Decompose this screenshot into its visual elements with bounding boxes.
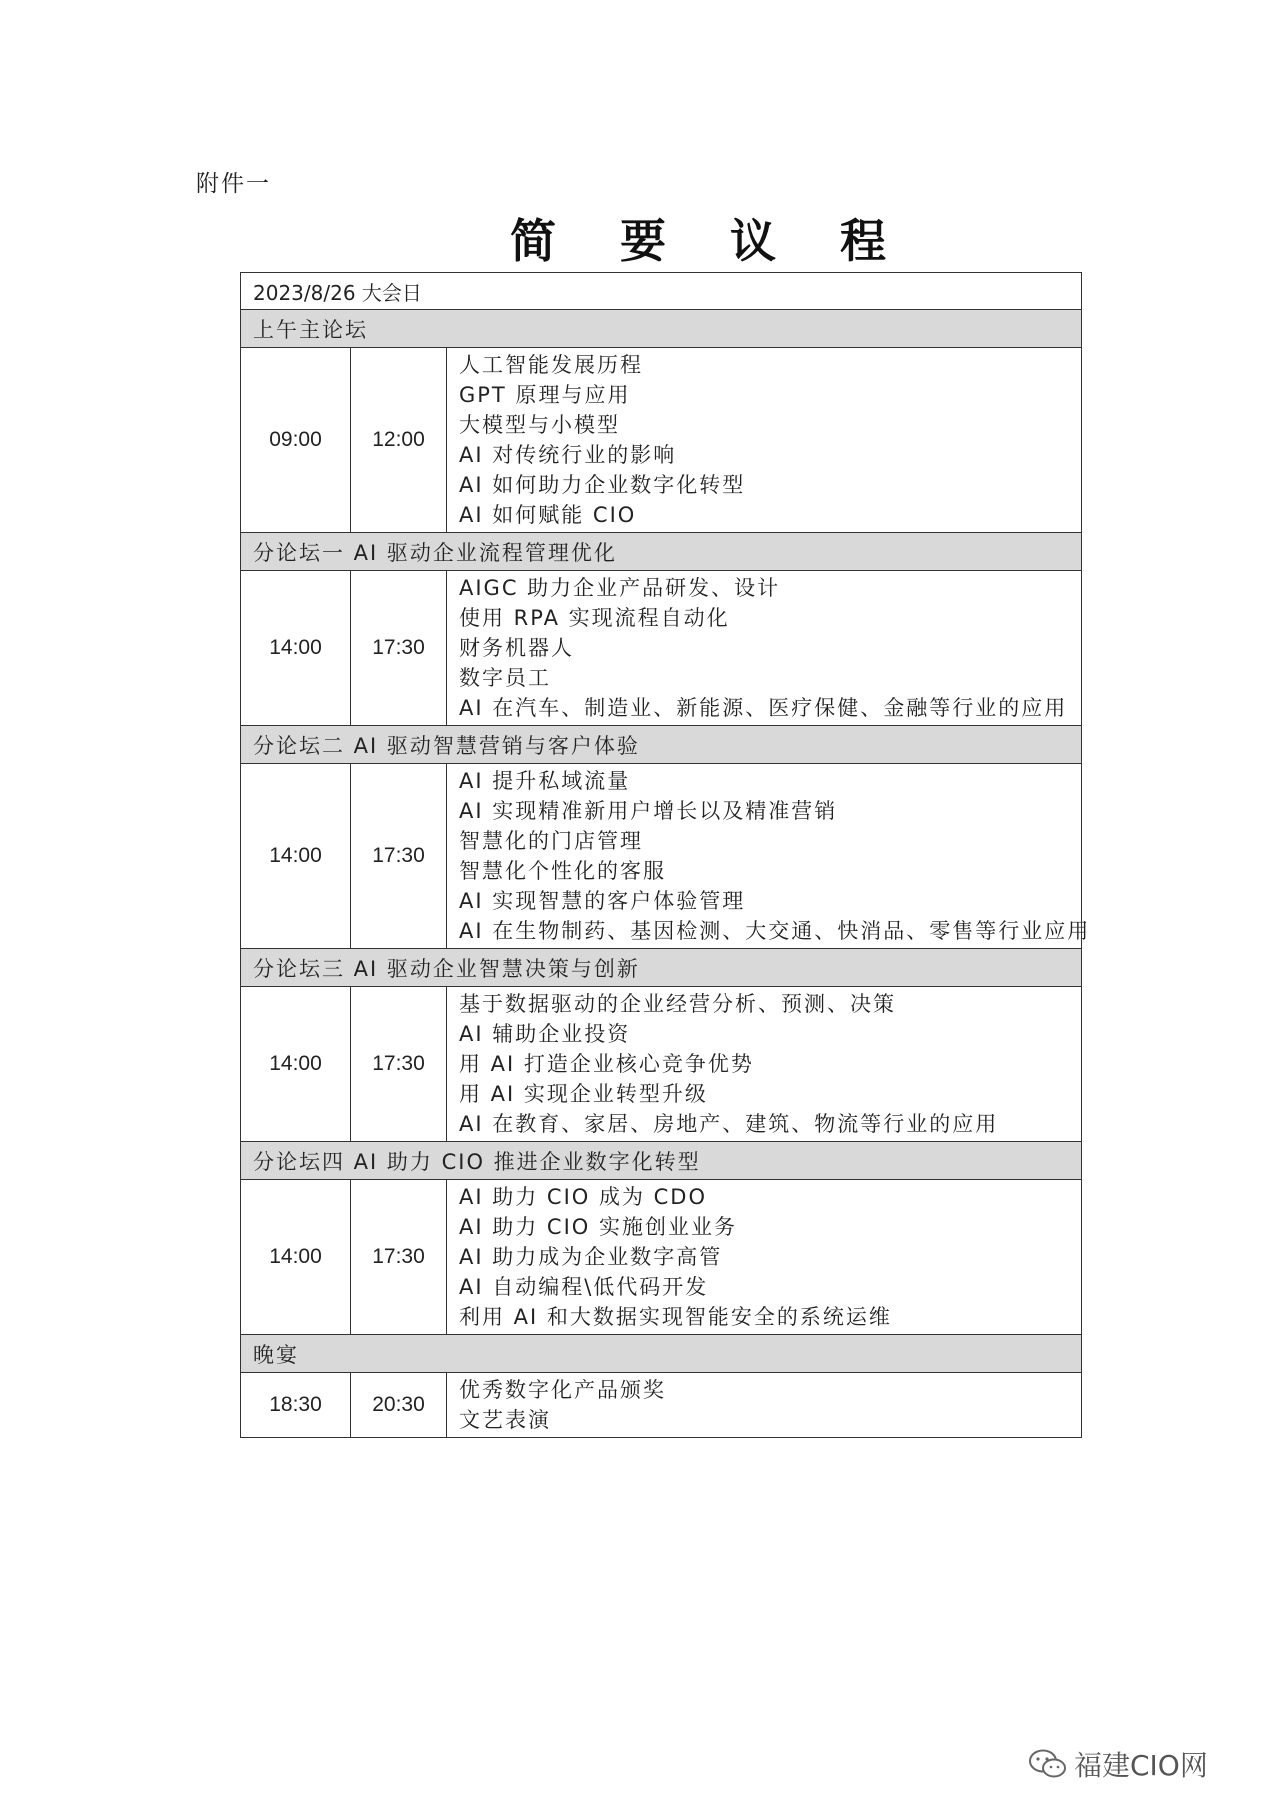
topic-item: 基于数据驱动的企业经营分析、预测、决策 [459, 992, 896, 1016]
topic-item: AIGC 助力企业产品研发、设计 [459, 576, 781, 600]
topic-item: AI 在生物制药、基因检测、大交通、快消品、零售等行业应用 [459, 919, 1091, 943]
start-time: 14:00 [241, 764, 351, 949]
agenda-table [240, 272, 1091, 1438]
topic-item: AI 自动编程\低代码开发 [459, 1275, 709, 1299]
topic-item: AI 助力 CIO 实施创业业务 [459, 1215, 737, 1239]
topic-list [447, 1180, 1082, 1335]
start-time: 09:00 [241, 348, 351, 533]
topic-list [447, 571, 1082, 726]
end-time: 17:30 [351, 1180, 447, 1335]
watermark-text: 福建CIO网 [1074, 1749, 1208, 1782]
section-heading-row [241, 310, 1082, 348]
topic-item: 使用 RPA 实现流程自动化 [459, 606, 730, 630]
date-row [241, 273, 1082, 310]
end-time: 12:00 [351, 348, 447, 533]
topic-list [447, 1373, 1082, 1438]
topic-item: 智慧化个性化的客服 [459, 859, 666, 883]
topic-item: 利用 AI 和大数据实现智能安全的系统运维 [459, 1305, 892, 1329]
topic-item: 优秀数字化产品颁奖 [459, 1378, 666, 1402]
topic-item: AI 辅助企业投资 [459, 1022, 631, 1046]
start-time: 14:00 [241, 571, 351, 726]
page-title: 简 要 议 程 [509, 214, 911, 268]
session-row [241, 348, 1082, 533]
topic-item: AI 助力 CIO 成为 CDO [459, 1185, 708, 1209]
start-time: 14:00 [241, 1180, 351, 1335]
topic-item: AI 实现智慧的客户体验管理 [459, 889, 746, 913]
session-row [241, 1180, 1082, 1335]
topic-list [447, 764, 1091, 949]
topic-item: 财务机器人 [459, 636, 574, 660]
end-time: 17:30 [351, 571, 447, 726]
attachment-label: 附件一 [196, 171, 271, 197]
section-heading: 上午主论坛 [241, 310, 1082, 348]
section-heading-row [241, 533, 1082, 571]
topic-item: GPT 原理与应用 [459, 383, 631, 407]
topic-item: 用 AI 实现企业转型升级 [459, 1082, 708, 1106]
section-heading: 分论坛四 AI 助力 CIO 推进企业数字化转型 [241, 1142, 1082, 1180]
start-time: 14:00 [241, 987, 351, 1142]
section-heading: 分论坛二 AI 驱动智慧营销与客户体验 [241, 726, 1082, 764]
session-row [241, 987, 1082, 1142]
topic-item: 文艺表演 [459, 1408, 551, 1432]
topic-item: AI 在汽车、制造业、新能源、医疗保健、金融等行业的应用 [459, 696, 1068, 720]
topic-item: AI 对传统行业的影响 [459, 443, 677, 467]
topic-item: 用 AI 打造企业核心竞争优势 [459, 1052, 754, 1076]
section-heading-row [241, 1142, 1082, 1180]
section-heading-row [241, 726, 1082, 764]
section-heading-row [241, 949, 1082, 987]
section-heading-row [241, 1335, 1082, 1373]
topic-item: 大模型与小模型 [459, 413, 620, 437]
end-time: 20:30 [351, 1373, 447, 1438]
topic-item: AI 如何助力企业数字化转型 [459, 473, 746, 497]
date-label: 2023/8/26 大会日 [241, 273, 1082, 310]
topic-item: AI 实现精准新用户增长以及精准营销 [459, 799, 838, 823]
topic-item: AI 在教育、家居、房地产、建筑、物流等行业的应用 [459, 1112, 999, 1136]
section-heading: 分论坛三 AI 驱动企业智慧决策与创新 [241, 949, 1082, 987]
topic-list [447, 348, 1082, 533]
session-row [241, 764, 1082, 949]
start-time: 18:30 [241, 1373, 351, 1438]
wechat-icon [1028, 1747, 1068, 1781]
topic-item: 智慧化的门店管理 [459, 829, 643, 853]
session-row [241, 571, 1082, 726]
topic-item: 数字员工 [459, 666, 551, 690]
topic-item: AI 助力成为企业数字高管 [459, 1245, 723, 1269]
topic-item: AI 提升私域流量 [459, 769, 631, 793]
section-heading: 晚宴 [241, 1335, 1082, 1373]
topic-list [447, 987, 1082, 1142]
topic-item: 人工智能发展历程 [459, 353, 643, 377]
session-row [241, 1373, 1082, 1438]
end-time: 17:30 [351, 987, 447, 1142]
watermark [1028, 1744, 1208, 1784]
end-time: 17:30 [351, 764, 447, 949]
topic-item: AI 如何赋能 CIO [459, 503, 637, 527]
section-heading: 分论坛一 AI 驱动企业流程管理优化 [241, 533, 1082, 571]
